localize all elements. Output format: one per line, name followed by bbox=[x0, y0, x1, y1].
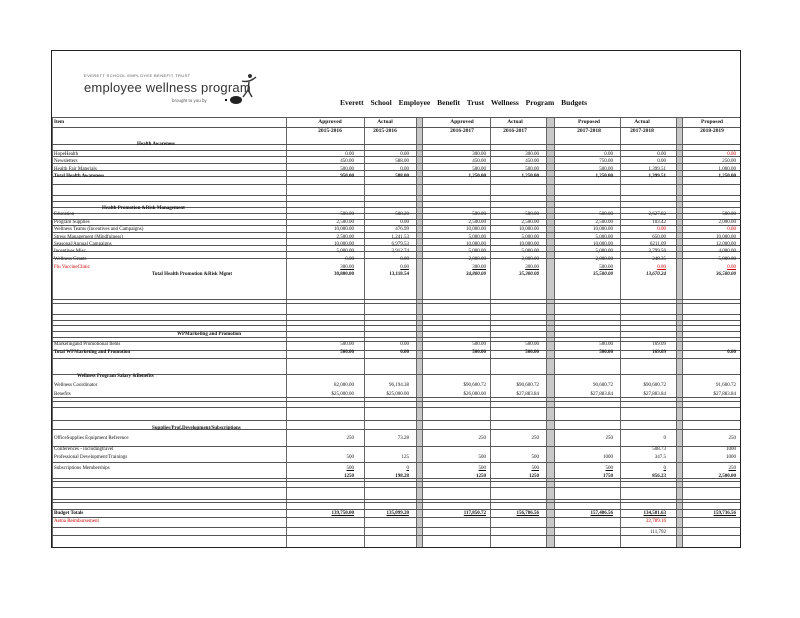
cell-incentives-6: 4,000.00 bbox=[718, 249, 736, 254]
row-line bbox=[52, 374, 740, 375]
cell-subscriptions-0: 500 bbox=[346, 466, 354, 471]
row-line bbox=[52, 401, 740, 402]
logo-brand: employee wellness program bbox=[84, 80, 251, 95]
cell-wellness_grants-1: 0.00 bbox=[400, 257, 409, 262]
cell-hopehealth-6: 0.00 bbox=[727, 152, 736, 157]
row-label-office_supplies: OfficeSupplies Equipment Reference bbox=[54, 436, 129, 441]
cell-incentives-4: 5,000.00 bbox=[595, 249, 613, 254]
cell-seasonal-6: 12,000.00 bbox=[716, 242, 736, 247]
row-label-seasonal: Seasonal/Annual Campaigns bbox=[54, 242, 112, 247]
column-header-top: Approved bbox=[318, 119, 342, 125]
cell-prof_dev-2: 500 bbox=[478, 455, 486, 460]
cell-seasonal-2: 10,000.00 bbox=[466, 242, 486, 247]
cell-total_wp-5: 169.09 bbox=[652, 350, 666, 355]
row-line bbox=[52, 337, 740, 338]
cell-budget_totals-0: 139,750.00 bbox=[331, 511, 354, 516]
row-label-wellness_grants: Wellness Grants bbox=[54, 257, 87, 262]
cell-hopehealth-1: 0.00 bbox=[400, 152, 409, 157]
cell-total_sup-4: 1750 bbox=[603, 474, 613, 479]
column-line bbox=[676, 117, 677, 547]
cell-office_supplies-6: 250 bbox=[728, 436, 736, 441]
row-label-subscriptions: Subscriptions Memberships bbox=[54, 466, 110, 471]
cell-stress_mgmt-5: 650.00 bbox=[652, 235, 666, 240]
row-label-health_fair: Health Fair Materials bbox=[54, 167, 97, 172]
cell-total_hp-2: 34,800.00 bbox=[466, 272, 486, 277]
row-line bbox=[52, 509, 740, 510]
person-figure-icon bbox=[240, 73, 258, 99]
cell-wellness_teams-2: 10,000.00 bbox=[466, 227, 486, 232]
cell-newsletters-3: 450.00 bbox=[525, 159, 539, 164]
cell-newsletters-1: 588.00 bbox=[395, 159, 409, 164]
logo-tagline: brought to you by bbox=[172, 98, 207, 103]
cell-total_hp-6: 36,500.00 bbox=[716, 272, 736, 277]
row-label-prof_dev: Professional Development/Trainings bbox=[54, 455, 128, 460]
row-label-coordinator: Wellness Coordinator bbox=[54, 383, 98, 388]
cell-total_ha-2: 1,250.00 bbox=[468, 174, 486, 179]
cell-total_hp-4: 35,500.00 bbox=[593, 272, 613, 277]
row-line bbox=[52, 150, 740, 151]
cell-seasonal-3: 10,000.00 bbox=[519, 242, 539, 247]
cell-coordinator-1: 96,194.38 bbox=[389, 383, 409, 388]
cell-program_supplies-3: 2,500.00 bbox=[521, 220, 539, 225]
row-line bbox=[52, 420, 740, 421]
cell-newsletters-0: 450.00 bbox=[340, 159, 354, 164]
column-line bbox=[682, 117, 683, 547]
row-label-newsletters: Newsletters bbox=[54, 159, 78, 164]
cell-coordinator-2: $90,600.72 bbox=[463, 383, 486, 388]
cell-total_wp-1: 0.00 bbox=[400, 350, 409, 355]
cell-stress_mgmt-3: 5,000.00 bbox=[521, 235, 539, 240]
column-line bbox=[52, 117, 53, 547]
divider-dot bbox=[225, 99, 227, 101]
section-heading: Wellness Program Salary &Benefits bbox=[77, 374, 154, 379]
cell-education-2: 500.00 bbox=[472, 212, 486, 217]
cell-benefits-6: $27,883.84 bbox=[713, 392, 736, 397]
row-label-marketing: Marketingand Promotional Items bbox=[54, 342, 121, 347]
cell-budget_totals-3: 156,786.56 bbox=[516, 511, 539, 516]
cell-office_supplies-3: 250 bbox=[531, 436, 539, 441]
cell-wellness_teams-3: 10,000.00 bbox=[519, 227, 539, 232]
cell-total_wp-2: 500.00 bbox=[472, 350, 486, 355]
cell-flu_vaccine-0: 300.00 bbox=[340, 265, 354, 270]
cell-health_fair-6: 1,000.00 bbox=[718, 167, 736, 172]
cell-health_fair-4: 500.00 bbox=[599, 167, 613, 172]
wellness-program-logo bbox=[82, 73, 272, 113]
cell-flu_vaccine-2: 300.00 bbox=[472, 265, 486, 270]
cell-incentives-1: 3,912.74 bbox=[391, 249, 409, 254]
cell-wellness_teams-6: 0.00 bbox=[727, 227, 736, 232]
row-label-incentives: Incentives Misc. bbox=[54, 249, 88, 254]
cell-wellness_grants-0: 0.00 bbox=[345, 257, 354, 262]
page-title: Everett School Employee Benefit Trust Wellness Program Budgets bbox=[340, 98, 588, 107]
cell-program_supplies-1: 0.00 bbox=[400, 220, 409, 225]
cell-wellness_grants-6: 5,000.00 bbox=[718, 257, 736, 262]
cell-wellness_grants-3: 2,000.00 bbox=[521, 257, 539, 262]
cell-flu_vaccine-5: 0.00 bbox=[657, 265, 666, 270]
cell-total_sup-5: 856.23 bbox=[652, 474, 666, 479]
cell-program_supplies-2: 2,500.00 bbox=[468, 220, 486, 225]
row-line bbox=[52, 358, 740, 359]
cell-benefits-3: $27,883.84 bbox=[516, 392, 539, 397]
cell-wellness_grants-5: 248.35 bbox=[652, 257, 666, 262]
row-line bbox=[52, 303, 740, 304]
cell-health_fair-5: 1,399.51 bbox=[648, 167, 666, 172]
cell-wellness_grants-4: 2,000.00 bbox=[595, 257, 613, 262]
cell-wellness_teams-4: 10,000.00 bbox=[593, 227, 613, 232]
cell-total_ha-0: 950.00 bbox=[340, 174, 354, 179]
row-label-conferences: Conferences - includingtravel bbox=[54, 447, 114, 452]
cell-incentives-2: 5,000.00 bbox=[468, 249, 486, 254]
row-line bbox=[52, 502, 740, 503]
column-header-year: 2015-2016 bbox=[318, 128, 342, 134]
column-header-top: Proposed bbox=[578, 119, 600, 125]
cell-net-5: 111,792 bbox=[650, 530, 666, 535]
cell-marketing-3: 500.00 bbox=[525, 342, 539, 347]
cell-program_supplies-4: 2,500.00 bbox=[595, 220, 613, 225]
cell-stress_mgmt-6: 10,000.00 bbox=[716, 235, 736, 240]
cell-budget_totals-5: 134,581.63 bbox=[643, 511, 666, 516]
cell-subscriptions-1: 0 bbox=[406, 466, 409, 471]
cell-budget_totals-1: 135,099.20 bbox=[386, 511, 409, 516]
cell-education-6: 500.00 bbox=[722, 212, 736, 217]
cell-program_supplies-6: 2,000.00 bbox=[718, 220, 736, 225]
cell-wellness_grants-2: 2,000.00 bbox=[468, 257, 486, 262]
row-line bbox=[52, 117, 740, 118]
column-line bbox=[490, 117, 491, 547]
cell-conferences-6: 1000 bbox=[726, 447, 736, 452]
column-line bbox=[554, 117, 555, 547]
cell-seasonal-4: 10,000.00 bbox=[593, 242, 613, 247]
column-line bbox=[546, 117, 547, 547]
section-heading: Health Promotion &Risk Management bbox=[102, 206, 185, 211]
logo-small-text: EVERETT SCHOOL EMPLOYEE BENEFIT TRUST bbox=[84, 73, 191, 78]
cell-total_wp-4: 500.00 bbox=[599, 350, 613, 355]
column-header-year: 2017-2018 bbox=[577, 128, 601, 134]
cell-marketing-4: 500.00 bbox=[599, 342, 613, 347]
cell-stress_mgmt-4: 5,000.00 bbox=[595, 235, 613, 240]
cell-health_fair-3: 500.00 bbox=[525, 167, 539, 172]
cell-hopehealth-0: 0.00 bbox=[345, 152, 354, 157]
cell-prof_dev-0: 500 bbox=[346, 455, 354, 460]
cell-prof_dev-5: 347.5 bbox=[654, 455, 666, 460]
row-line bbox=[52, 527, 740, 528]
cell-subscriptions-4: 500 bbox=[605, 466, 613, 471]
cell-education-3: 500.00 bbox=[525, 212, 539, 217]
column-header-top: Actual bbox=[634, 119, 650, 125]
cell-stress_mgmt-0: 2,500.00 bbox=[336, 235, 354, 240]
column-line bbox=[286, 117, 287, 547]
cell-conferences-5: 508.73 bbox=[652, 447, 666, 452]
cell-office_supplies-1: 73.28 bbox=[397, 436, 409, 441]
cell-total_sup-3: 1250 bbox=[529, 474, 539, 479]
cell-budget_totals-6: 159,736.56 bbox=[713, 511, 736, 516]
cell-budget_totals-2: 117,850.72 bbox=[463, 511, 486, 516]
cell-marketing-5: 169.09 bbox=[652, 342, 666, 347]
section-heading: Health Awareness bbox=[137, 142, 176, 147]
row-label-program_supplies: Program Supplies bbox=[54, 220, 90, 225]
cell-seasonal-1: 6,979.53 bbox=[391, 242, 409, 247]
cell-benefits-4: $27,883.84 bbox=[590, 392, 613, 397]
cell-hopehealth-5: 0.00 bbox=[657, 152, 666, 157]
cell-marketing-2: 500.00 bbox=[472, 342, 486, 347]
section-heading: Supplies/Prof.Development/Subscriptions bbox=[152, 426, 241, 431]
cell-subscriptions-3: 500 bbox=[531, 466, 539, 471]
column-header-top: Proposed bbox=[701, 119, 723, 125]
cell-benefits-2: $26,000.00 bbox=[463, 392, 486, 397]
column-header-year: 2015-2016 bbox=[373, 128, 397, 134]
cell-education-5: 2,627.82 bbox=[648, 212, 666, 217]
cell-subscriptions-5: 0 bbox=[663, 466, 666, 471]
cell-prof_dev-3: 500 bbox=[531, 455, 539, 460]
cell-hopehealth-2: 300.00 bbox=[472, 152, 486, 157]
row-line bbox=[52, 314, 740, 315]
cell-incentives-5: 3,799.56 bbox=[648, 249, 666, 254]
row-label-budget_totals: Budget Totals bbox=[54, 511, 84, 516]
cell-coordinator-4: 90,600.72 bbox=[593, 383, 613, 388]
cell-office_supplies-4: 250 bbox=[605, 436, 613, 441]
cell-incentives-3: 5,000.00 bbox=[521, 249, 539, 254]
cell-subscriptions-6: 250 bbox=[728, 466, 736, 471]
row-line bbox=[52, 331, 740, 332]
cell-coordinator-6: 91,600.72 bbox=[716, 383, 736, 388]
row-line bbox=[52, 299, 740, 300]
column-header-year: 2016-2017 bbox=[503, 128, 527, 134]
row-label-total_wp: Total WPMarketing and Promotion bbox=[54, 350, 131, 355]
cell-wellness_teams-5: 0.00 bbox=[657, 227, 666, 232]
row-line bbox=[52, 517, 740, 518]
cell-flu_vaccine-1: 0.00 bbox=[400, 265, 409, 270]
cell-total_wp-6: 0.00 bbox=[727, 350, 736, 355]
column-header-item: Item bbox=[54, 120, 64, 125]
cell-total_hp-5: 13,670.24 bbox=[646, 272, 666, 277]
cell-newsletters-6: 250.00 bbox=[722, 159, 736, 164]
row-line bbox=[52, 325, 740, 326]
row-label-hopehealth: HopeHealth bbox=[54, 152, 79, 157]
cell-health_fair-0: 500.00 bbox=[340, 167, 354, 172]
column-header-top: Approved bbox=[450, 119, 474, 125]
cell-stress_mgmt-1: 1,241.53 bbox=[391, 235, 409, 240]
cell-total_ha-4: 1,250.00 bbox=[595, 174, 613, 179]
cell-benefits-1: $25,000.00 bbox=[386, 392, 409, 397]
row-line bbox=[52, 184, 740, 185]
cell-education-4: 500.00 bbox=[599, 212, 613, 217]
cell-total_hp-3: 35,300.00 bbox=[519, 272, 539, 277]
cell-stress_mgmt-2: 5,000.00 bbox=[468, 235, 486, 240]
column-header-year: 2017-2018 bbox=[630, 128, 654, 134]
cell-coordinator-3: $90,600.72 bbox=[516, 383, 539, 388]
cell-newsletters-2: 450.00 bbox=[472, 159, 486, 164]
row-line bbox=[52, 195, 740, 196]
cell-flu_vaccine-4: 500.00 bbox=[599, 265, 613, 270]
cell-hopehealth-3: 300.00 bbox=[525, 152, 539, 157]
row-line bbox=[52, 481, 740, 482]
cell-total_ha-5: 1,399.51 bbox=[648, 174, 666, 179]
cell-prof_dev-1: 125 bbox=[401, 455, 409, 460]
cell-office_supplies-2: 250 bbox=[478, 436, 486, 441]
row-line bbox=[52, 462, 740, 463]
cell-incentives-0: 5,000.00 bbox=[336, 249, 354, 254]
row-label-benefits: Benefits bbox=[54, 392, 71, 397]
column-header-year: 2018-2019 bbox=[700, 128, 724, 134]
cell-program_supplies-5: 103.42 bbox=[652, 220, 666, 225]
cell-coordinator-5: $90,600.72 bbox=[643, 383, 666, 388]
row-line bbox=[52, 320, 740, 321]
row-label-wellness_teams: Wellness Teams (Incentives and Campaigns) bbox=[54, 227, 144, 232]
column-line bbox=[620, 117, 621, 547]
cell-benefits-0: $25,000.00 bbox=[331, 392, 354, 397]
cell-seasonal-0: 10,000.00 bbox=[334, 242, 354, 247]
cell-total_sup-2: 1250 bbox=[476, 474, 486, 479]
cell-education-0: 500.00 bbox=[340, 212, 354, 217]
cell-health_fair-2: 500.00 bbox=[472, 167, 486, 172]
column-header-year: 2016-2017 bbox=[450, 128, 474, 134]
cell-marketing-0: 500.00 bbox=[340, 342, 354, 347]
row-label-aetna: Aetna Reimbursement bbox=[54, 519, 99, 524]
cell-wellness_teams-0: 10,000.00 bbox=[334, 227, 354, 232]
section-heading: WPMarketing and Promotion bbox=[177, 332, 242, 337]
row-line bbox=[52, 499, 740, 500]
cell-office_supplies-0: 250 bbox=[346, 436, 354, 441]
column-header-top: Actual bbox=[507, 119, 523, 125]
cell-budget_totals-4: 157,486.56 bbox=[590, 511, 613, 516]
cell-total_ha-6: 1,250.00 bbox=[718, 174, 736, 179]
cell-total_wp-0: 500.00 bbox=[340, 350, 354, 355]
row-label-flu_vaccine: Flu VaccineClinic bbox=[54, 265, 90, 270]
cell-total_hp-0: 30,800.00 bbox=[334, 272, 354, 277]
cell-aetna-5: 22,789.16 bbox=[646, 519, 666, 524]
row-label-education: Education bbox=[54, 212, 75, 217]
cell-seasonal-5: 6211.09 bbox=[649, 242, 666, 247]
cell-total_sup-0: 1250 bbox=[344, 474, 354, 479]
cell-total_wp-3: 500.00 bbox=[525, 350, 539, 355]
column-gap bbox=[546, 117, 554, 547]
row-line bbox=[52, 487, 740, 488]
cell-prof_dev-6: 1000 bbox=[726, 455, 736, 460]
cell-program_supplies-0: 2,500.00 bbox=[336, 220, 354, 225]
cell-total_sup-6: 2,500.00 bbox=[718, 474, 736, 479]
row-label-stress_mgmt: Stress Management (Mindfulness) bbox=[54, 235, 123, 240]
cell-health_fair-1: 0.00 bbox=[400, 167, 409, 172]
cell-education-1: 508.20 bbox=[395, 212, 409, 217]
cell-marketing-1: 0.00 bbox=[400, 342, 409, 347]
cell-newsletters-4: 750.00 bbox=[599, 159, 613, 164]
cell-subscriptions-2: 500 bbox=[478, 466, 486, 471]
cell-wellness_teams-1: 476.99 bbox=[395, 227, 409, 232]
cell-prof_dev-4: 1000 bbox=[603, 455, 613, 460]
column-header-top: Actual bbox=[377, 119, 393, 125]
cell-benefits-5: $27,883.84 bbox=[643, 392, 666, 397]
column-line bbox=[364, 117, 365, 547]
cell-total_ha-3: 1,250.00 bbox=[521, 174, 539, 179]
row-label-total_hp: Total Health Promotion &Risk Mgmt bbox=[152, 272, 232, 277]
cell-total_ha-1: 588.00 bbox=[395, 174, 409, 179]
cell-flu_vaccine-3: 300.00 bbox=[525, 265, 539, 270]
budget-sheet bbox=[51, 50, 741, 548]
column-line bbox=[416, 117, 417, 547]
cell-total_sup-1: 198.28 bbox=[395, 474, 409, 479]
cell-hopehealth-4: 0.00 bbox=[604, 152, 613, 157]
row-line bbox=[52, 407, 740, 408]
cell-flu_vaccine-6: 0.00 bbox=[727, 265, 736, 270]
row-line bbox=[52, 201, 740, 202]
row-label-total_ha: Total Health Awareness bbox=[54, 174, 105, 179]
cell-coordinator-0: 82,000.00 bbox=[334, 383, 354, 388]
cell-newsletters-5: 0.00 bbox=[657, 159, 666, 164]
column-line bbox=[422, 117, 423, 547]
cell-total_hp-1: 13,118.54 bbox=[389, 272, 409, 277]
cell-office_supplies-5: 0 bbox=[663, 436, 666, 441]
